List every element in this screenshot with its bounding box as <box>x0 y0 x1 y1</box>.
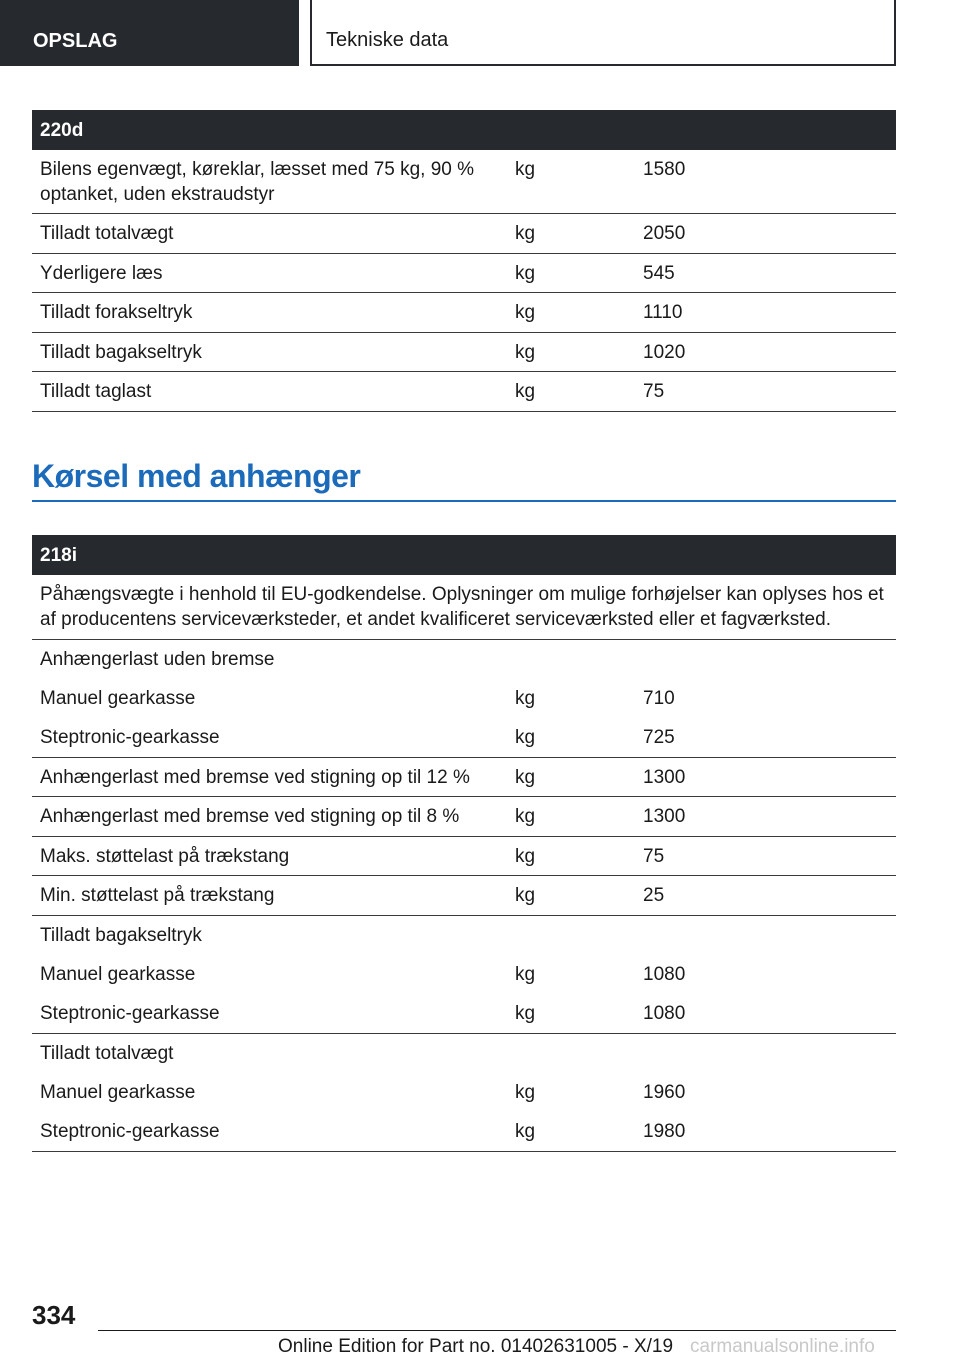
row-label: Tilladt taglast <box>40 381 152 402</box>
table-row <box>32 333 896 372</box>
chapter-title: Tekniske data <box>310 0 896 66</box>
row-unit: kg <box>515 727 536 748</box>
row-value: 1960 <box>643 1082 686 1103</box>
row-value: 1110 <box>643 302 683 323</box>
row-unit: kg <box>515 263 536 284</box>
row-value: 710 <box>643 688 675 709</box>
row-value: 1980 <box>643 1121 686 1142</box>
table-row <box>32 916 896 955</box>
table-row <box>32 150 896 214</box>
row-value: 2050 <box>643 223 686 244</box>
trailer-table-218i <box>32 535 896 1152</box>
row-label: Anhængerlast med bremse ved stigning op til 8 % <box>40 806 460 827</box>
row-unit: kg <box>515 767 536 788</box>
section-tab: OPSLAG <box>0 0 299 66</box>
row-label: Steptronic-gearkasse <box>40 727 220 748</box>
table-note: Påhængsvægte i henhold til EU-godkendelse. Oplysninger om mulige forhøjelser kan oplyses hos et af producentens serviceværksteder, et andet kvalificeret serviceværksted eller et fagværksted. <box>40 584 884 630</box>
table-row <box>32 718 896 758</box>
weights-table-220d <box>32 110 896 412</box>
table-row <box>32 994 896 1034</box>
row-label: Bilens egenvægt, køreklar, læsset med 75 kg, 90 % optanket, uden ekstraudstyr <box>40 159 475 205</box>
row-label: Min. støttelast på trækstang <box>40 885 275 906</box>
row-unit: kg <box>515 223 536 244</box>
row-unit: kg <box>515 342 536 363</box>
row-unit: kg <box>515 846 536 867</box>
page-header <box>0 0 960 66</box>
row-label: Tilladt bagakseltryk <box>40 925 202 946</box>
row-unit: kg <box>515 688 536 709</box>
row-label: Yderligere læs <box>40 263 163 284</box>
watermark-text: carmanualsonline.info <box>690 1336 875 1357</box>
page-number: 334 <box>32 1300 76 1330</box>
table-header: 218i <box>32 535 896 575</box>
table-row <box>32 214 896 254</box>
table-row <box>32 1112 896 1152</box>
row-unit: kg <box>515 806 536 827</box>
table-row <box>32 837 896 876</box>
row-value: 1580 <box>643 159 686 180</box>
table-row <box>32 876 896 916</box>
row-value: 1300 <box>643 767 686 788</box>
footer-divider <box>98 1330 896 1331</box>
row-label: Manuel gearkasse <box>40 1082 196 1103</box>
row-label: Tilladt bagakseltryk <box>40 342 202 363</box>
row-unit: kg <box>515 302 536 323</box>
row-value: 1080 <box>643 1003 686 1024</box>
row-label: Maks. støttelast på trækstang <box>40 846 290 867</box>
section-heading: Kørsel med anhænger <box>32 458 896 502</box>
row-value: 1080 <box>643 964 686 985</box>
row-value: 25 <box>643 885 665 906</box>
row-value: 75 <box>643 846 665 867</box>
edition-text: Online Edition for Part no. 01402631005 - X/19 <box>278 1336 674 1357</box>
row-label: Manuel gearkasse <box>40 688 196 709</box>
table-row <box>32 758 896 797</box>
row-value: 725 <box>643 727 675 748</box>
table-row <box>32 679 896 718</box>
row-label: Steptronic-gearkasse <box>40 1003 220 1024</box>
table-row <box>32 1034 896 1073</box>
row-label: Anhængerlast med bremse ved stigning op til 12 % <box>40 767 470 788</box>
table-row <box>32 293 896 333</box>
row-label: Tilladt forakseltryk <box>40 302 193 323</box>
row-unit: kg <box>515 1082 536 1103</box>
row-value: 75 <box>643 381 665 402</box>
row-unit: kg <box>515 964 536 985</box>
row-unit: kg <box>515 381 536 402</box>
row-unit: kg <box>515 1121 536 1142</box>
table-row <box>32 372 896 412</box>
row-unit: kg <box>515 159 536 180</box>
table-row <box>32 797 896 837</box>
table-row <box>32 254 896 293</box>
table-row <box>32 1073 896 1112</box>
row-label: Tilladt totalvægt <box>40 1043 174 1064</box>
row-label: Steptronic-gearkasse <box>40 1121 220 1142</box>
row-label: Anhængerlast uden bremse <box>40 649 275 670</box>
row-unit: kg <box>515 1003 536 1024</box>
row-label: Manuel gearkasse <box>40 964 196 985</box>
row-value: 545 <box>643 263 675 284</box>
table-header: 220d <box>32 110 896 150</box>
row-value: 1020 <box>643 342 686 363</box>
row-unit: kg <box>515 885 536 906</box>
table-row <box>32 955 896 994</box>
row-value: 1300 <box>643 806 686 827</box>
table-row <box>32 640 896 679</box>
row-label: Tilladt totalvægt <box>40 223 174 244</box>
table-note-row <box>32 575 896 640</box>
